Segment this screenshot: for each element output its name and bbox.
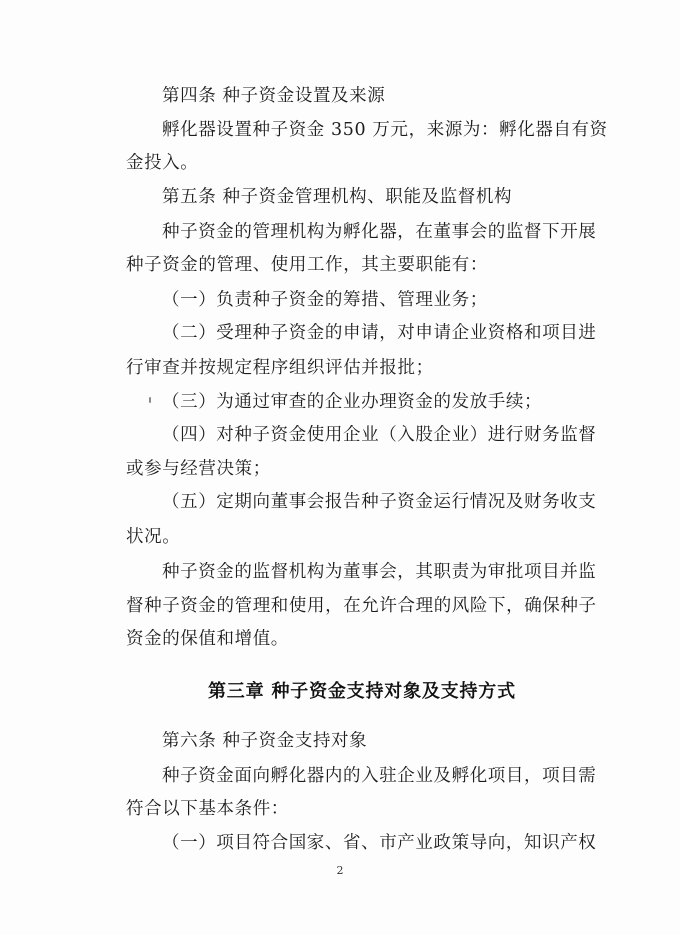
paragraph-line: 状况。	[126, 527, 181, 547]
scan-speck	[149, 397, 151, 403]
paragraph-line: 资金的保值和增值。	[126, 629, 289, 649]
page-number: 2	[336, 864, 344, 877]
chapter-heading: 第三章 种子资金支持对象及支持方式	[208, 681, 516, 702]
list-item-1: （一）项目符合国家、省、市产业政策导向，知识产权	[162, 833, 597, 853]
paragraph-line: 种子资金的监督机构为董事会，其职责为审批项目并监	[162, 562, 597, 582]
list-item-2: （二）受理种子资金的申请，对申请企业资格和项目进	[162, 323, 597, 343]
list-item-4: （四）对种子资金使用企业（入股企业）进行财务监督	[162, 425, 597, 445]
paragraph-line: 或参与经营决策；	[126, 459, 271, 479]
article-6-heading: 第六条 种子资金支持对象	[162, 731, 368, 751]
paragraph-line: 符合以下基本条件：	[126, 799, 289, 819]
list-item-5: （五）定期向董事会报告种子资金运行情况及财务收支	[162, 492, 597, 512]
list-item-3: （三）为通过审查的企业办理资金的发放手续；	[162, 392, 543, 412]
paragraph-line: 行审查并按规定程序组织评估并报批；	[126, 358, 434, 378]
paragraph-line: 种子资金的管理、使用工作，其主要职能有：	[126, 255, 488, 275]
article-4-heading: 第四条 种子资金设置及来源	[162, 86, 386, 106]
paragraph-line: 孵化器设置种子资金 350 万元，来源为：孵化器自有资	[162, 120, 608, 140]
article-5-heading: 第五条 种子资金管理机构、职能及监督机构	[162, 187, 513, 207]
paragraph-line: 督种子资金的管理和使用，在允许合理的风险下，确保种子	[126, 596, 597, 616]
paragraph-line: 种子资金的管理机构为孵化器，在董事会的监督下开展	[162, 222, 597, 242]
paragraph-line: 金投入。	[126, 153, 199, 173]
list-item-1: （一）负责种子资金的筹措、管理业务；	[162, 290, 488, 310]
paragraph-line: 种子资金面向孵化器内的入驻企业及孵化项目，项目需	[162, 766, 597, 786]
